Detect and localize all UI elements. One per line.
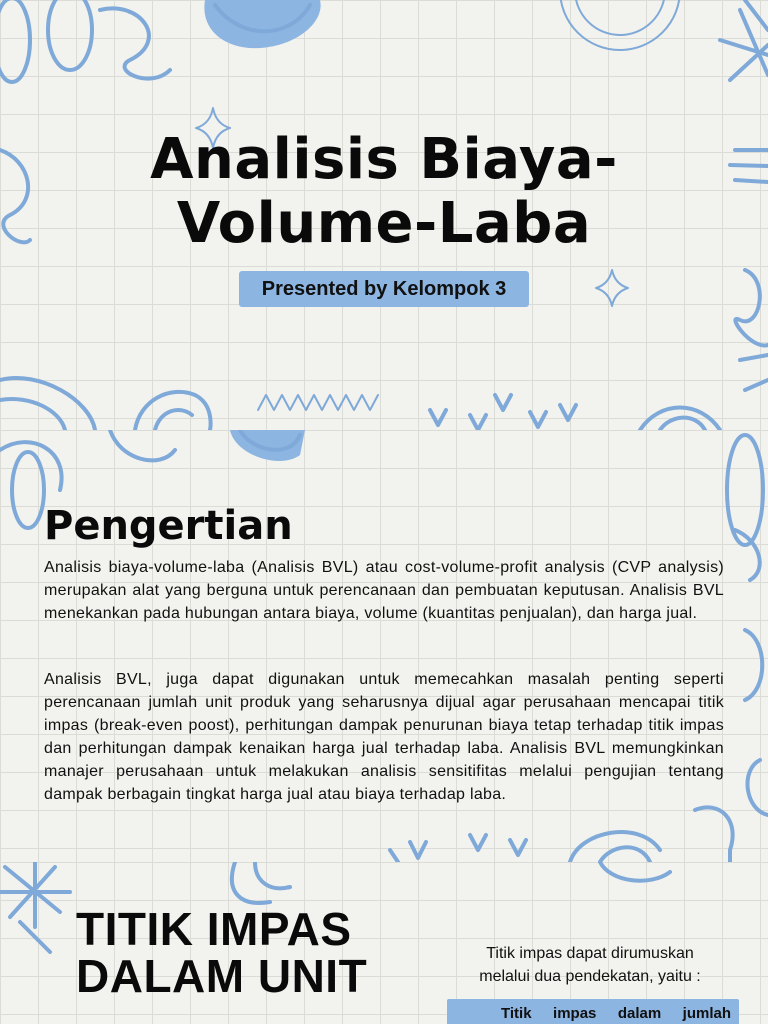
section-heading: Pengertian — [44, 503, 293, 549]
note-line-1: Titik impas dapat dirumuskan — [486, 945, 694, 962]
approach-box — [447, 999, 739, 1024]
section-heading — [76, 903, 416, 1002]
definition-slide — [0, 430, 768, 862]
slide-title — [0, 128, 768, 256]
note-line-2: melalui dua pendekatan, yaitu : — [479, 968, 701, 985]
presenter-badge: Presented by Kelompok 3 — [239, 271, 529, 307]
paragraph-definition: Analisis biaya-volume-laba (Analisis BVL) atau cost-volume-profit analysis (CVP analysis) merupakan alat yang berguna untuk perencanaan dan pembuatan keputusan. Analisis BVL menekankan pada hubungan antara biaya, volume (kuantitas penjualan), dan harga jual. — [44, 559, 724, 622]
break-even-slide — [0, 862, 768, 1024]
heading-line-1: TITIK IMPAS — [76, 903, 352, 955]
title-line-1: Analisis Biaya- — [150, 127, 618, 192]
title-line-2: Volume-Laba — [176, 191, 592, 256]
intro-note — [440, 942, 740, 988]
heading-line-2: DALAM UNIT — [76, 950, 368, 1002]
title-slide — [0, 0, 768, 430]
paragraph-usage: Analisis BVL, juga dapat digunakan untuk memecahkan masalah penting seperti perencanaan jumlah unit produk yang seharusnya dijual agar perusahaan mencapai titik impas (break-even poost), perhitungan dampak penurunan biaya tetap terhadap titik impas dan perhitungan dampak kenaikan harga jual terhadap laba. Analisis BVL memungkinkan manajer perusahaan untuk melakukan analisis sensitifitas melalui pengujian tentang dampak berbagain tingkat harga jual atau biaya terhadap laba. — [44, 671, 724, 803]
approach-box-text: Titik impas dalam jumlah — [501, 1005, 731, 1022]
